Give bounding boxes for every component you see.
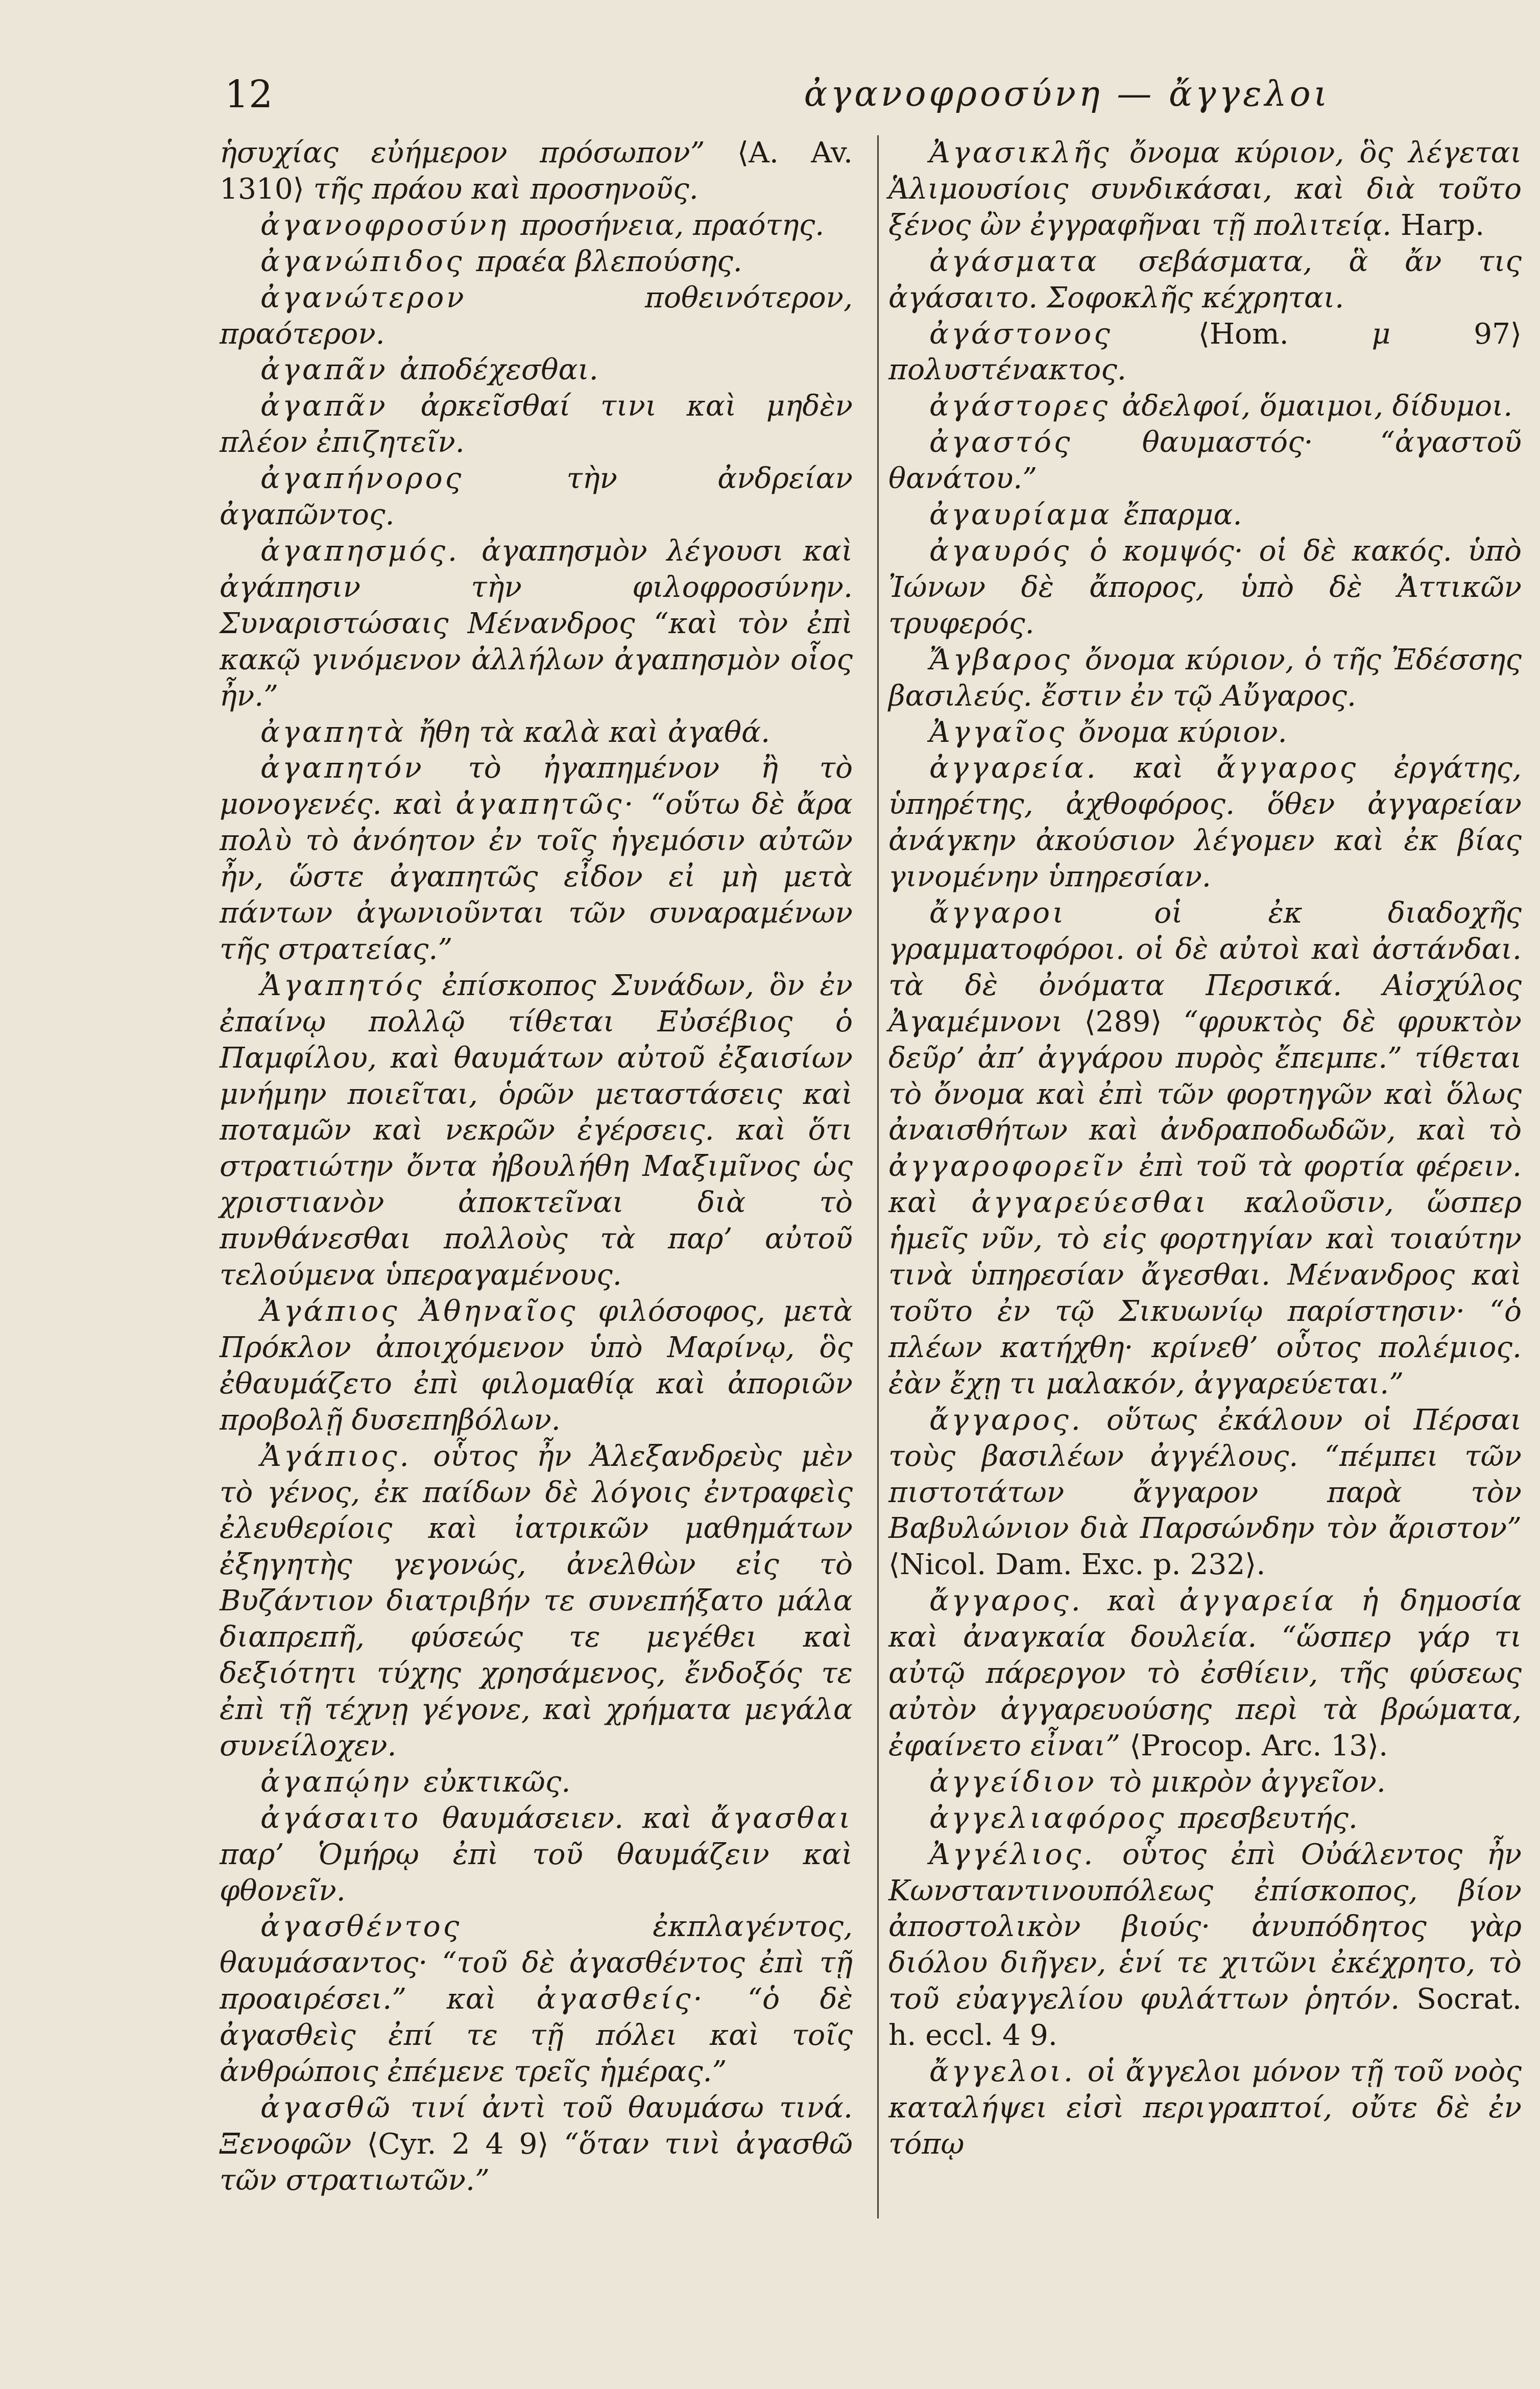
dictionary-entry xyxy=(220,1909,853,2090)
entry-headword: ἀγάσαιτο xyxy=(260,1801,443,1835)
dictionary-entry xyxy=(888,715,1522,751)
entry-headword: ἀγγαροφορεῖν xyxy=(888,1150,1139,1184)
dictionary-entry xyxy=(888,135,1522,244)
entry-headword: ἀγαστός xyxy=(929,426,1142,460)
dictionary-entry xyxy=(888,2054,1522,2163)
dictionary-entry xyxy=(220,2090,853,2199)
dictionary-entry xyxy=(888,642,1522,715)
dictionary-entry xyxy=(888,425,1522,497)
dictionary-entry xyxy=(888,1765,1522,1801)
entry-headword: ἀγαπᾶν xyxy=(260,353,400,387)
dictionary-entry xyxy=(220,534,853,715)
entry-headword: ἀγασθείς· xyxy=(536,1983,748,2016)
entry-headword: ἀγγελιαφόρος xyxy=(929,1801,1178,1835)
entry-text: ἀρκεῖσθαί τινι καὶ μηδὲν πλέον ἐπιζητεῖν. xyxy=(220,390,853,460)
entry-text: τὴν ἀνδρείαν ἀγαπῶντος. xyxy=(220,462,853,532)
entry-text: πολυστένακτος. xyxy=(888,353,1126,387)
entry-headword: ἀγγαρεία xyxy=(1179,1584,1361,1618)
entry-reference: ⟨Nicol. Dam. Exc. p. 232⟩. xyxy=(888,1548,1266,1582)
entry-headword: ἀγαυρίαμα xyxy=(929,498,1124,532)
entry-text: ἀποδέχεσθαι. xyxy=(399,353,598,387)
entry-text: οἱ ἐκ διαδοχῆς γραμματοφόροι. οἱ δὲ αὐτοὶ καὶ ἀστάνδαι. τὰ δὲ ὀνόματα Περσικά. Αἰσχύλος Ἀγαμέμνονι xyxy=(888,897,1522,1039)
entry-reference: ⟨Hom. xyxy=(1198,317,1372,351)
entry-text: ἀδελφοί, ὅμαιμοι, δίδυμοι. xyxy=(1122,390,1513,423)
entry-headword: ἀγάσματα xyxy=(929,245,1139,278)
dictionary-entry xyxy=(888,534,1522,642)
entry-text: τινί ἀντὶ τοῦ θαυμάσω τινά. Ξενοφῶν xyxy=(220,2091,853,2161)
entry-headword: ἄγασθαι xyxy=(711,1801,853,1835)
entry-reference: Harp. xyxy=(1401,208,1485,242)
entry-headword: ἀγάστονος xyxy=(929,317,1198,351)
entry-headword: ἀγαπῴην xyxy=(260,1765,424,1799)
entry-reference: ⟨289⟩ xyxy=(1084,1005,1184,1039)
dictionary-entry xyxy=(220,968,853,1294)
entry-headword: ἄγγαρος xyxy=(1216,752,1394,785)
dictionary-entry xyxy=(888,244,1522,317)
dictionary-entry xyxy=(888,389,1522,425)
dictionary-entry xyxy=(220,208,853,244)
entry-headword: ἀγαπήνορος xyxy=(260,462,567,496)
entry-headword: ἄγγελοι. xyxy=(929,2055,1088,2089)
entry-headword: ἀγανώπιδος xyxy=(260,245,476,278)
entry-headword: ἀγασθῶ xyxy=(260,2091,411,2125)
entry-text: ἔπαρμα. xyxy=(1123,498,1242,532)
entry-reference: 97⟩ xyxy=(1474,317,1522,351)
entry-text: φιλόσοφος, μετὰ Πρόκλον ἀποιχόμενον ὑπὸ Μαρίνῳ, ὃς ἐθαυμάζετο ἐπὶ φιλομαθίᾳ καὶ ἀποριῶν προβολῇ δυσεπηβόλων. xyxy=(220,1295,853,1437)
entry-text: καλοῦσιν, ὥσπερ ἡμεῖς νῦν, τὸ εἰς φορτηγίαν καὶ τοιαύτην τινὰ ὑπηρεσίαν ἄγεσθαι. Μένανδρος καὶ τοῦτο ἐν τῷ Σικυωνίῳ παρίστησιν· “ὁ πλέων κατήχθη· κρίνεθ’ οὗτος πολέμιος. ἐὰν ἔχῃ τι μαλακόν, ἀγγαρεύεται.” xyxy=(888,1186,1522,1401)
dictionary-entry xyxy=(888,751,1522,896)
right-column xyxy=(888,135,1522,2163)
dictionary-entry xyxy=(220,1765,853,1801)
entry-text: ἐργάτης, ὑπηρέτης, ἀχθοφόρος. ὅθεν ἀγγαρείαν ἀνάγκην ἀκούσιον λέγομεν καὶ ἐκ βίας γινομένην ὑπηρεσίαν. xyxy=(888,752,1522,894)
entry-text: ἡ δημοσία καὶ ἀναγκαία δουλεία. “ὥσπερ γάρ τι αὐτῷ πάρεργον τὸ ἐσθίειν, τῆς φύσεως αὐτὸν ἀγγαρευούσης περὶ τὰ βρώματα, ἐφαίνετο εἶναι” xyxy=(888,1584,1522,1763)
entry-text: πρεσβευτής. xyxy=(1178,1801,1358,1835)
entry-headword: Ἀγάπιος Ἀθηναῖος xyxy=(260,1295,598,1328)
running-head: ἀγανοφροσύνη — ἄγγελοι xyxy=(804,74,1331,114)
dictionary-entry xyxy=(220,461,853,534)
entry-headword: ἀγασθέντος xyxy=(260,1910,653,1944)
entry-headword: ἀγαπητόν xyxy=(260,752,468,785)
entry-text: τὸ ἠγαπημένον ἢ τὸ μονογενές. καὶ xyxy=(220,752,853,822)
entry-text: παρ’ Ὁμήρῳ ἐπὶ τοῦ θαυμάζειν καὶ φθονεῖν. xyxy=(220,1838,853,1908)
entry-text: εὐκτικῶς. xyxy=(423,1765,571,1799)
entry-headword: ἄγγαροι xyxy=(929,897,1154,930)
entry-text: “ὅταν τινὶ ἀγασθῶ τῶν στρατιωτῶν.” xyxy=(220,2127,853,2197)
entry-text: “ὁ δὲ ἀγασθεὶς ἐπί τε τῇ πόλει καὶ τοῖς ἀνθρώποις ἐπέμενε τρεῖς ἡμέρας.” xyxy=(220,1983,853,2089)
column-divider xyxy=(877,135,879,2218)
entry-text: θαυμαστός· “ἀγαστοῦ θανάτου.” xyxy=(888,426,1522,496)
entry-headword: ἀγαπᾶν xyxy=(260,390,421,423)
entry-text: καὶ xyxy=(1107,1584,1180,1618)
entry-text: τὸ μικρὸν ἀγγεῖον. xyxy=(1108,1765,1386,1799)
entry-headword: Ἀγγαῖος xyxy=(929,715,1079,749)
entry-text: “οὕτω δὲ ἄρα πολὺ τὸ ἀνόητον ἐν τοῖς ἡγεμόσιν αὐτῶν ἦν, ὥστε ἀγαπητῶς εἶδον εἰ μὴ μετὰ πάντων ἀγωνιοῦνται τῶν συναραμένων τῆς στρατείας.” xyxy=(220,788,853,966)
entry-text: καὶ xyxy=(1134,752,1217,785)
entry-headword: ἀγάστορες xyxy=(929,390,1122,423)
entry-text: ἡσυχίας εὐήμερον πρόσωπον” xyxy=(220,136,737,170)
entry-headword: ἀγανοφροσύνη xyxy=(260,208,521,242)
dictionary-entry xyxy=(220,1801,853,1910)
entry-headword: Ἀγαπητός xyxy=(260,969,442,1002)
dictionary-entry xyxy=(888,1801,1522,1837)
dictionary-entry xyxy=(220,751,853,968)
dictionary-entry xyxy=(220,135,853,208)
entry-headword: ἀγανώτερον xyxy=(260,281,645,315)
entry-text: “φρυκτὸς δὲ φρυκτὸν δεῦρ’ ἀπ’ ἀγγάρου πυρὸς ἔπεμπε.” τίθεται τὸ ὄνομα καὶ ἐπὶ τῶν φορτηγῶν καὶ ὅλως ἀναισθήτων καὶ ἀνδραποδωδῶν, καὶ τὸ xyxy=(888,1005,1522,1147)
entry-text: ἀγαπησμὸν λέγουσι καὶ ἀγάπησιν τὴν φιλοφροσύνην. Συναριστώσαις Μένανδρος “καὶ τὸν ἐπὶ κακῷ γινόμενον ἀλλήλων ἀγαπησμὸν οἷος ἦν.” xyxy=(220,534,853,713)
dictionary-entry xyxy=(888,497,1522,534)
dictionary-entry xyxy=(220,280,853,353)
entry-text: ὄνομα κύριον, ὁ τῆς Ἐδέσσης βασιλεύς. ἔστιν ἐν τῷ Αὔγαρος. xyxy=(888,643,1522,713)
entry-text: οὕτως ἐκάλουν οἱ Πέρσαι τοὺς βασιλέων ἀγγέλους. “πέμπει τῶν πιστοτάτων ἄγγαρον παρὰ τὸν Βαβυλώνιον διὰ Παρσώνδην τὸν ἄριστον” xyxy=(888,1403,1522,1546)
entry-headword: Ἄγβαρος xyxy=(929,643,1085,677)
entry-text: ὄνομα κύριον, ὃς λέγεται Ἁλιμουσίοις συνδικάσαι, καὶ διὰ τοῦτο ξένος ὢν ἐγγραφῆναι τῇ πολιτείᾳ. xyxy=(888,136,1522,242)
dictionary-entry xyxy=(888,896,1522,1403)
page-header xyxy=(225,69,1540,125)
entry-headword: ἀγαπησμός. xyxy=(260,534,482,568)
entry-headword: ἀγαπητὰ xyxy=(260,715,418,749)
dictionary-entry xyxy=(888,317,1522,389)
entry-text: προσήνεια, πραότης. xyxy=(520,208,825,242)
entry-reference: ⟨Cyr. 2 4 9⟩ xyxy=(367,2127,564,2161)
entry-text: θαυμάσειεν. καὶ xyxy=(442,1801,711,1835)
entry-text: οἱ ἄγγελοι μόνον τῇ τοῦ νοὸς καταλήψει εἰσὶ περιγραπτοί, οὔτε δὲ ἐν τόπῳ xyxy=(888,2055,1522,2161)
entry-text: οὗτος ἐπὶ Οὐάλεντος ἦν Κωνσταντινουπόλεως ἐπίσκοπος, βίον ἀποστολικὸν βιούς· ἀνυπόδητος γὰρ διόλου διῆγεν, ἑνί τε χιτῶνι ἐκέχρητο, τὸ τοῦ εὐαγγελίου φυλάττων ῥητόν. xyxy=(888,1838,1522,2016)
dictionary-entry xyxy=(220,1294,853,1439)
entry-headword: ἀγγαρεύεσθαι xyxy=(971,1186,1245,1220)
entry-reference: ⟨Procop. Arc. 13⟩. xyxy=(1129,1729,1388,1763)
entry-headword: ἀγγείδιον xyxy=(929,1765,1109,1799)
dictionary-entry xyxy=(220,244,853,280)
dictionary-entry xyxy=(220,389,853,461)
entry-text: ποθεινότερον, πραότερον. xyxy=(220,281,853,351)
entry-text: οὗτος ἦν Ἀλεξανδρεὺς μὲν τὸ γένος, ἐκ παίδων δὲ λόγοις ἐντραφεὶς ἐλευθερίοις καὶ ἰατρικῶν μαθημάτων ἐξηγητὴς γεγονώς, ἀνελθὼν εἰς τὸ Βυζάντιον διατριβήν τε συνεπήξατο μάλα διαπρεπῆ, φύσεώς τε μεγέθει καὶ δεξιότητι τύχης χρησάμενος, ἔνδοξός τε ἐπὶ τῇ τέχνῃ γέγονε, καὶ χρήματα μεγάλα συνείλοχεν. xyxy=(220,1439,853,1763)
dictionary-entry xyxy=(220,352,853,389)
entry-headword: ἀγγαρεία. xyxy=(929,752,1134,785)
dictionary-entry xyxy=(888,1583,1522,1765)
entry-headword: Ἀγγέλιος. xyxy=(929,1838,1122,1871)
page-number: 12 xyxy=(225,73,273,116)
entry-headword: ἄγγαρος. xyxy=(929,1584,1108,1618)
entry-text: ἤθη τὰ καλὰ καὶ ἀγαθά. xyxy=(418,715,771,749)
entry-text: πραέα βλεπούσης. xyxy=(476,245,742,278)
entry-headword: ἀγαπητῶς· xyxy=(455,788,651,822)
entry-reference: ⟨A. Av. 1310⟩ xyxy=(220,136,853,206)
dictionary-entry xyxy=(888,1403,1522,1584)
entry-headword: ἀγαυρός xyxy=(929,534,1090,568)
dictionary-entry xyxy=(220,1439,853,1765)
entry-headword: ἄγγαρος. xyxy=(929,1403,1106,1437)
entry-reference: Socrat. h. eccl. 4 9. xyxy=(888,1983,1522,2053)
entry-text: σεβάσματα, ἃ ἄν τις ἀγάσαιτο. Σοφοκλῆς κέχρηται. xyxy=(888,245,1522,315)
entry-text: ὄνομα κύριον. xyxy=(1078,715,1287,749)
entry-text: ἐπίσκοπος Συνάδων, ὃν ἐν ἐπαίνῳ πολλῷ τίθεται Εὐσέβιος ὁ Παμφίλου, καὶ θαυμάτων αὐτοῦ ἐξαισίων μνήμην ποιεῖται, ὁρῶν μεταστάσεις καὶ ποταμῶν καὶ νεκρῶν ἐγέρσεις. καὶ ὅτι στρατιώτην ὄντα ἠβουλήθη Μαξιμῖνος ὡς χριστιανὸν ἀποκτεῖναι διὰ τὸ πυνθάνεσθαι πολλοὺς τὰ παρ’ αὐτοῦ τελούμενα ὑπεραγαμένους. xyxy=(220,969,853,1292)
entry-text: μ xyxy=(1371,317,1474,351)
left-column xyxy=(220,135,853,2199)
entry-text: τῆς πράου καὶ προσηνοῦς. xyxy=(313,172,699,206)
entry-text: ἐπὶ τοῦ τὰ φορτία φέρειν. καὶ xyxy=(888,1150,1522,1220)
entry-headword: Ἀγάπιος. xyxy=(260,1439,434,1473)
entry-text: ὁ κομψός· οἱ δὲ κακός. ὑπὸ Ἰώνων δὲ ἄπορος, ὑπὸ δὲ Ἀττικῶν τρυφερός. xyxy=(888,534,1522,640)
entry-text: ἐκπλαγέντος, θαυμάσαντος· “τοῦ δὲ ἀγασθέντος ἐπὶ τῇ προαιρέσει.” καὶ xyxy=(220,1910,853,2016)
dictionary-entry xyxy=(888,1837,1522,2054)
dictionary-entry xyxy=(220,715,853,751)
entry-headword: Ἀγασικλῆς xyxy=(929,136,1129,170)
